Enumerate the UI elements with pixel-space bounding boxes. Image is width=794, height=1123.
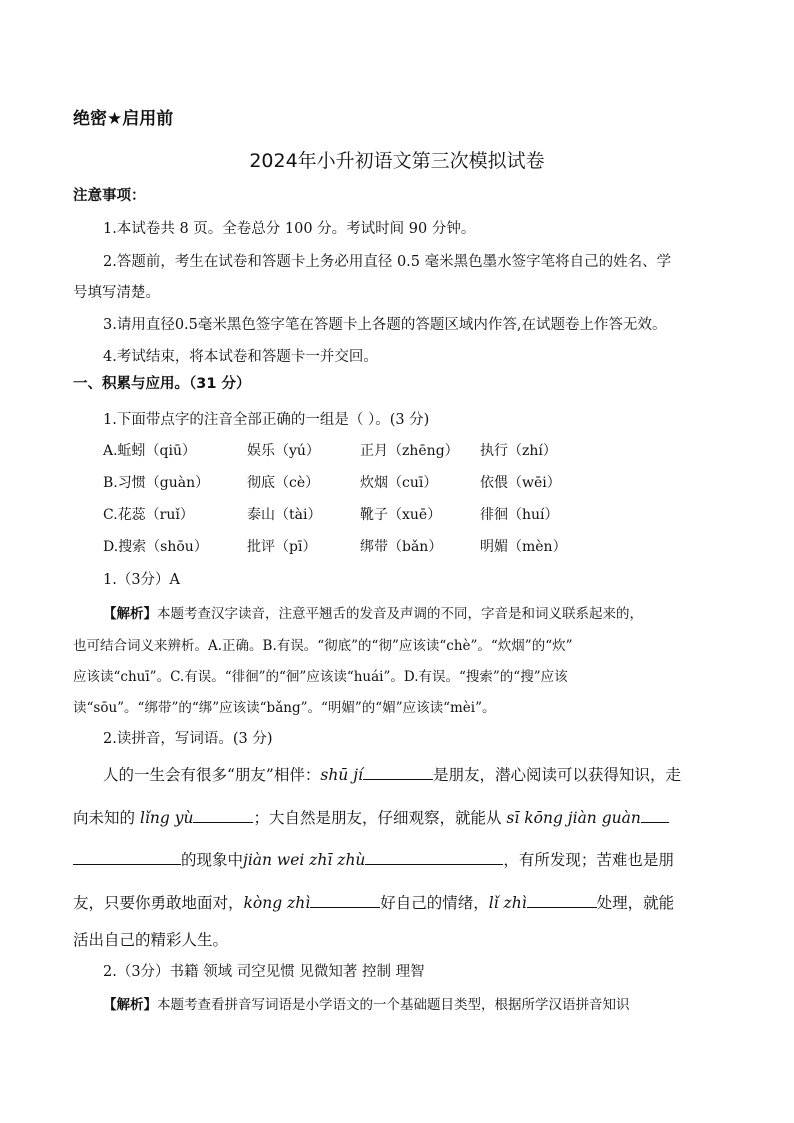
question-2-line-1 [103,763,681,785]
question-1-analysis-line-2: 也可结合词义来辨析。A.正确。B.有误。“彻底”的“彻”应该读“chè”。“炊烟”的“炊” [73,638,573,654]
option-b-2: 彻底（cè） [247,475,320,491]
question-1-answer: 1.（3分）A [103,572,181,588]
answer-blank[interactable] [641,808,669,823]
passage-text: 处理，就能 [596,894,675,912]
analysis-tag: 【解析】 [103,606,157,622]
passage-text: 向未知的 [73,809,136,827]
option-d-3: 绑带（bǎn） [360,539,443,555]
pinyin-lizhi: lǐ zhì [488,894,527,912]
passage-text: 的现象中 [181,851,244,869]
question-2-line-2 [73,806,669,828]
analysis-tag: 【解析】 [103,997,157,1013]
passage-text: 友，只要你勇敢地面对， [73,894,244,912]
analysis-text: 本题考查看拼音写词语是小学语文的一个基础题目类型，根据所学汉语拼音知识 [157,997,630,1013]
answer-blank[interactable] [193,808,253,823]
option-a-3: 正月（zhēng） [360,443,459,459]
notice-item-2-cont: 号填写清楚。 [73,285,160,301]
pinyin-jianwei: jiàn wei zhī zhù [243,851,366,869]
option-a-1: A.蚯蚓（qiū） [103,443,197,459]
option-a-4: 执行（zhí） [480,443,557,459]
question-1-analysis-line-4: 读“sōu”。“绑带”的“绑”应该读“bǎng”。“明媚”的“媚”应该读“mèi”。 [73,700,496,716]
pinyin-shuji: shū jí [320,766,363,784]
option-d-2: 批评（pī） [247,539,317,555]
passage-text: ，有所发现；苦难也是朋 [503,851,674,869]
question-2-line-3 [73,848,674,870]
option-d-1: D.搜索（shōu） [103,539,208,555]
exam-title: 2024年小升初语文第三次模拟试卷 [249,150,545,172]
pinyin-lingyu: lǐng yù [139,809,194,827]
question-1-stem: 1.下面带点字的注音全部正确的一组是（ ）。(3 分) [103,412,430,428]
question-2-line-5: 活出自己的精彩人生。 [73,931,229,949]
confidential-label: 绝密★启用前 [73,109,174,129]
notice-item-2: 2.答题前，考生在试卷和答题卡上务必用直径 0.5 毫米黑色墨水签字笔将自己的姓名、学 [103,254,672,270]
notice-item-1: 1.本试卷共 8 页。全卷总分 100 分。考试时间 90 分钟。 [103,221,476,237]
passage-text: 是朋友，潜心阅读可以获得知识，走 [432,766,681,784]
option-c-2: 泰山（tài） [247,507,322,523]
option-b-3: 炊烟（cuī） [360,475,438,491]
question-2-stem: 2.读拼音，写词语。(3 分) [103,731,273,747]
question-2-line-4 [73,891,674,913]
section-heading: 一、积累与应用。（31 分） [73,376,251,392]
answer-blank[interactable] [527,893,597,908]
passage-text: 好自己的情绪， [380,894,489,912]
passage-text: ；大自然是朋友，仔细观察，就能从 [253,809,502,827]
option-c-1: C.花蕊（ruǐ） [103,507,194,523]
answer-blank[interactable] [73,850,181,865]
answer-blank[interactable] [310,893,380,908]
notice-item-3: 3.请用直径0.5毫米黑色签字笔在答题卡上各题的答题区域内作答,在试题卷上作答无效。 [103,317,667,333]
question-1-analysis-line-3: 应该读“chuī”。C.有误。“徘徊”的“徊”应该读“huái”。D.有误。“搜索”的“搜”应该 [73,669,568,685]
question-1-analysis-line-1 [103,602,643,622]
analysis-text: 本题考查汉字读音，注意平翘舌的发音及声调的不同，字音是和词义联系起来的， [157,606,643,622]
question-2-analysis [103,993,630,1013]
pinyin-kongzhi: kòng zhì [243,894,311,912]
passage-text: 人的一生会有很多“朋友”相伴： [103,766,321,784]
notice-heading: 注意事项： [73,188,146,204]
option-c-4: 徘徊（huí） [480,507,559,523]
answer-blank[interactable] [365,850,503,865]
answer-blank[interactable] [363,765,433,780]
option-d-4: 明媚（mèn） [480,539,567,555]
pinyin-sikong: sī kōng jiàn guàn [506,809,641,827]
option-b-1: B.习惯（guàn） [103,475,210,491]
option-a-2: 娱乐（yú） [247,443,320,459]
question-2-answer: 2.（3分）书籍 领域 司空见惯 见微知著 控制 理智 [103,964,425,980]
option-b-4: 依偎（wēi） [480,475,561,491]
option-c-3: 靴子（xuē） [360,507,442,523]
notice-item-4: 4.考试结束，将本试卷和答题卡一并交回。 [103,349,378,365]
